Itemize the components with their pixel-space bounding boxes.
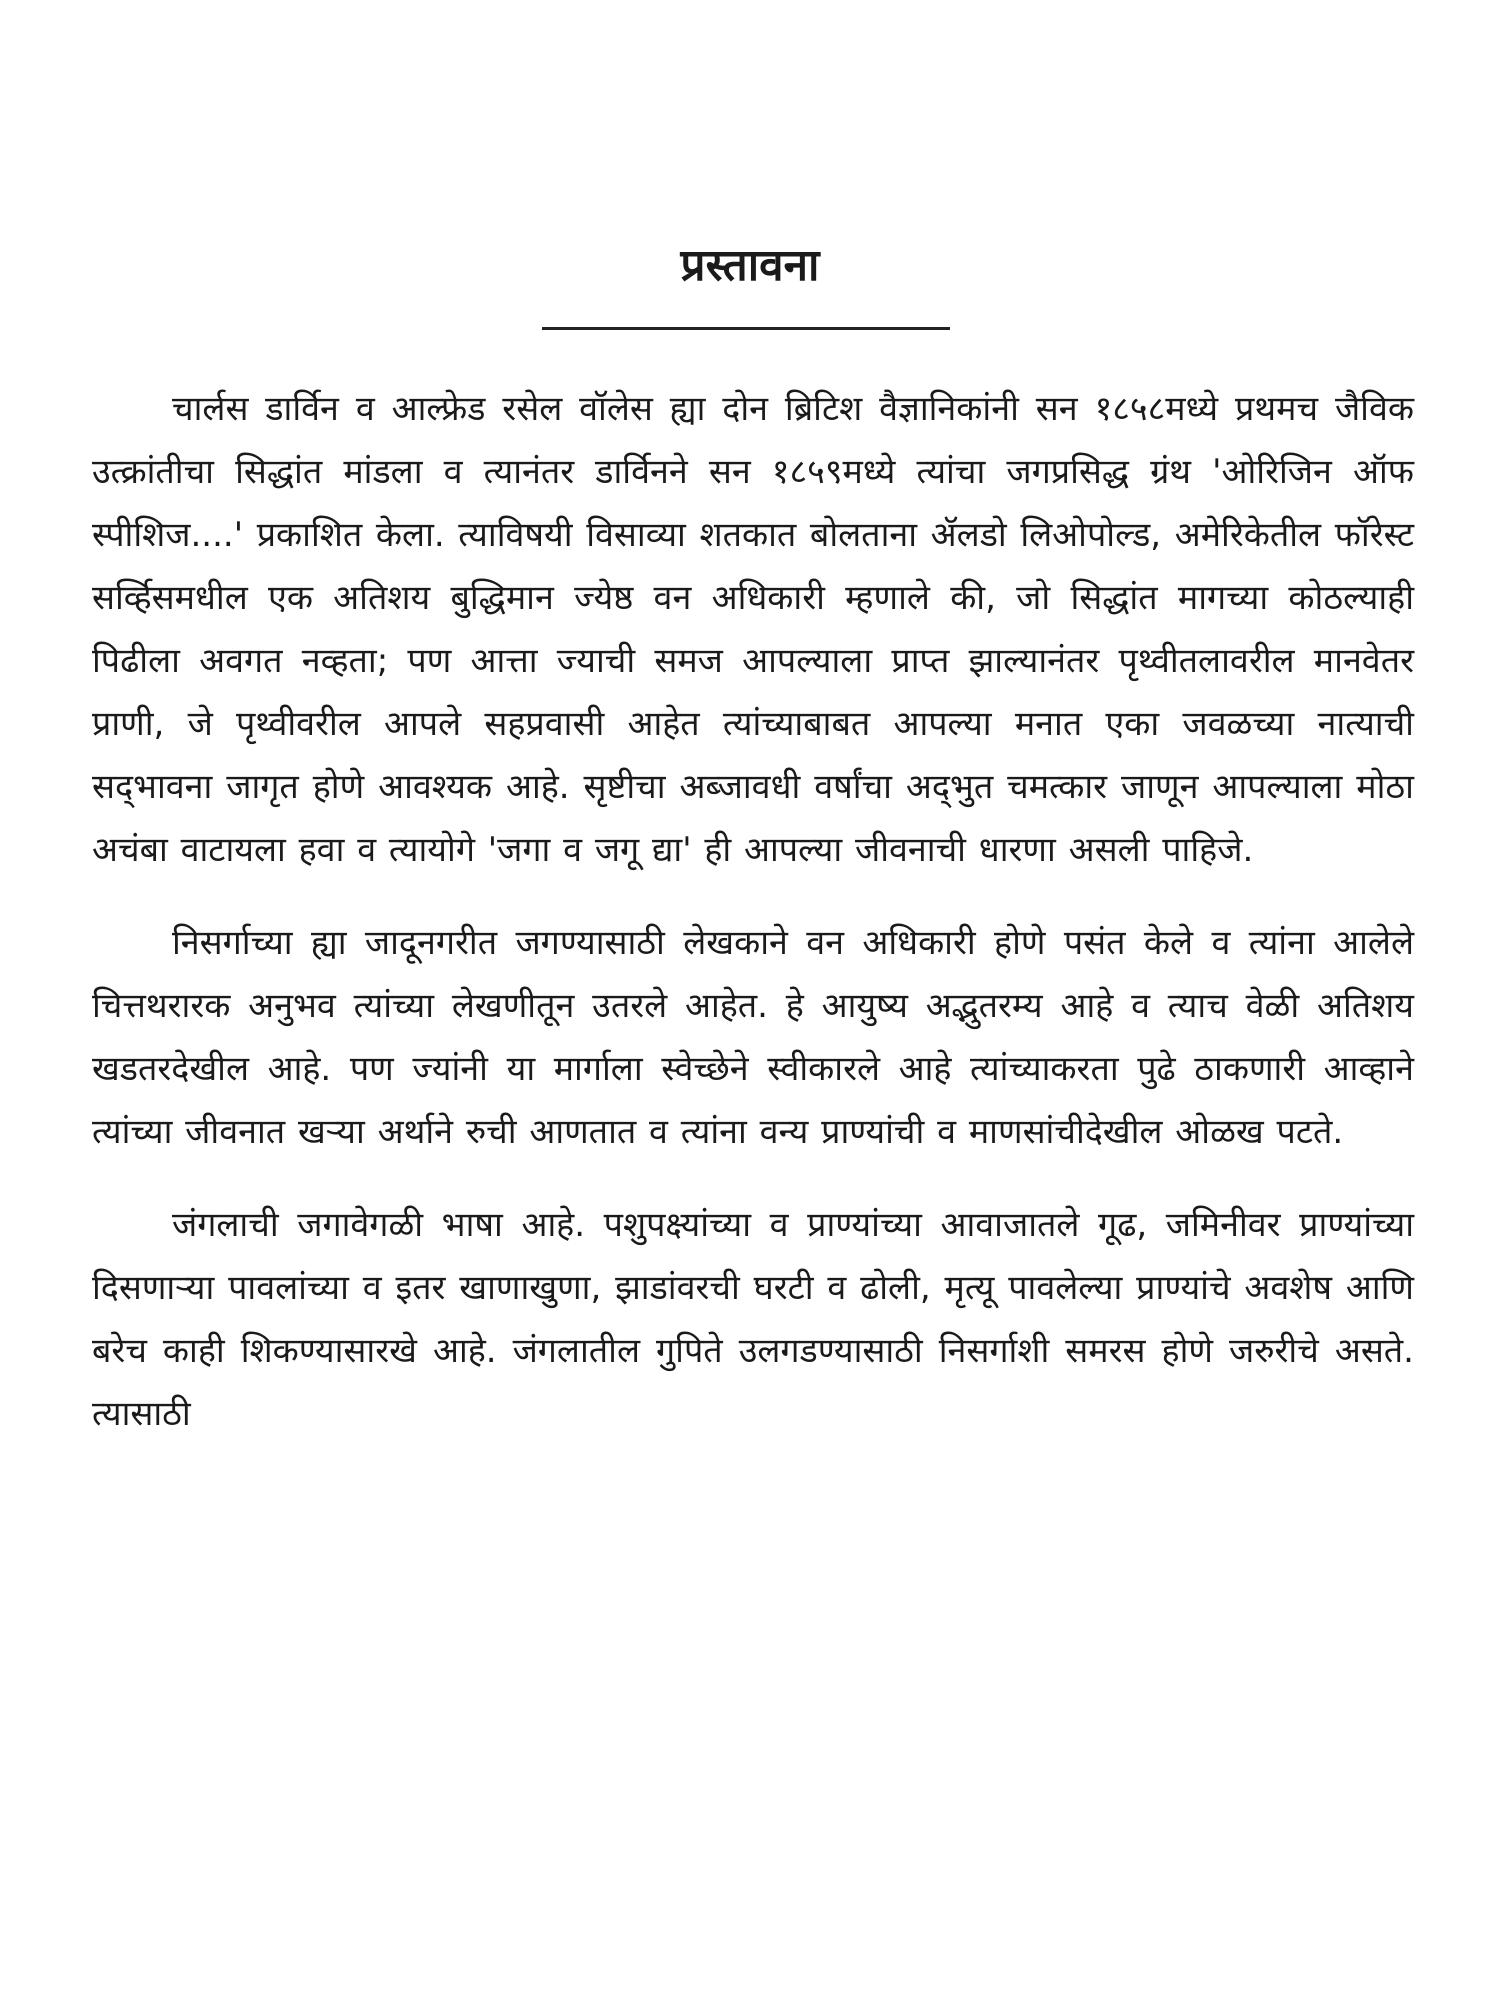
- paragraph-3: जंगलाची जगावेगळी भाषा आहे. पशुपक्ष्यांच्या व प्राण्यांच्या आवाजातले गूढ, जमिनीवर प्राण्यांच्या दिसणाऱ्या पावलांच्या व इतर खाणाखुणा, झाडांवरची घरटी व ढोली, मृत्यू पावलेल्या प्राण्यांचे अवशेष आणि बरेच काही शिकण्यासारखे आहे. जंगलातील गुपिते उलगडण्यासाठी निसर्गाशी समरस होणे जरुरीचे असते. त्यासाठी: [92, 1205, 1414, 1434]
- body-text: [92, 378, 1414, 1476]
- paragraph-1: चार्लस डार्विन व आल्फ्रेड रसेल वॉलेस ह्या दोन ब्रिटिश वैज्ञानिकांनी सन १८५८मध्ये प्रथमच जैविक उत्क्रांतीचा सिद्धांत मांडला व त्यानंतर डार्विनने सन १८५९मध्ये त्यांचा जगप्रसिद्ध ग्रंथ 'ओरिजिन ऑफ स्पीशिज....' प्रकाशित केला. त्याविषयी विसाव्या शतकात बोलताना ॲलडो लिओपोल्ड, अमेरिकेतील फॉरेस्ट सर्व्हिसमधील एक अतिशय बुद्धिमान ज्येष्ठ वन अधिकारी म्हणाले की, जो सिद्धांत मागच्या कोठल्याही पिढीला अवगत नव्हता; पण आत्ता ज्याची समज आपल्याला प्राप्त झाल्यानंतर पृथ्वीतलावरील मानवेतर प्राणी, जे पृथ्वीवरील आपले सहप्रवासी आहेत त्यांच्याबाबत आपल्या मनात एका जवळच्या नात्याची सद्‌भावना जागृत होणे आवश्यक आहे. सृष्टीचा अब्जावधी वर्षांचा अद्‌भुत चमत्कार जाणून आपल्याला मोठा अचंबा वाटायला हवा व त्यायोगे 'जगा व जगू द्या' ही आपल्या जीवनाची धारणा असली पाहिजे.: [92, 389, 1414, 870]
- page-title: प्रस्तावना: [680, 240, 820, 291]
- paragraph-2: निसर्गाच्या ह्या जादूनगरीत जगण्यासाठी लेखकाने वन अधिकारी होणे पसंत केले व त्यांना आलेले चित्तथरारक अनुभव त्यांच्या लेखणीतून उतरले आहेत. हे आयुष्य अद्भुतरम्य आहे व त्याच वेळी अतिशय खडतरदेखील आहे. पण ज्यांनी या मार्गाला स्वेच्छेने स्वीकारले आहे त्यांच्याकरता पुढे ठाकणारी आव्हाने त्यांच्या जीवनात खऱ्या अर्थाने रुची आणतात व त्यांना वन्य प्राण्यांची व माणसांचीदेखील ओळख पटते.: [92, 923, 1414, 1152]
- title-underline: [542, 327, 950, 330]
